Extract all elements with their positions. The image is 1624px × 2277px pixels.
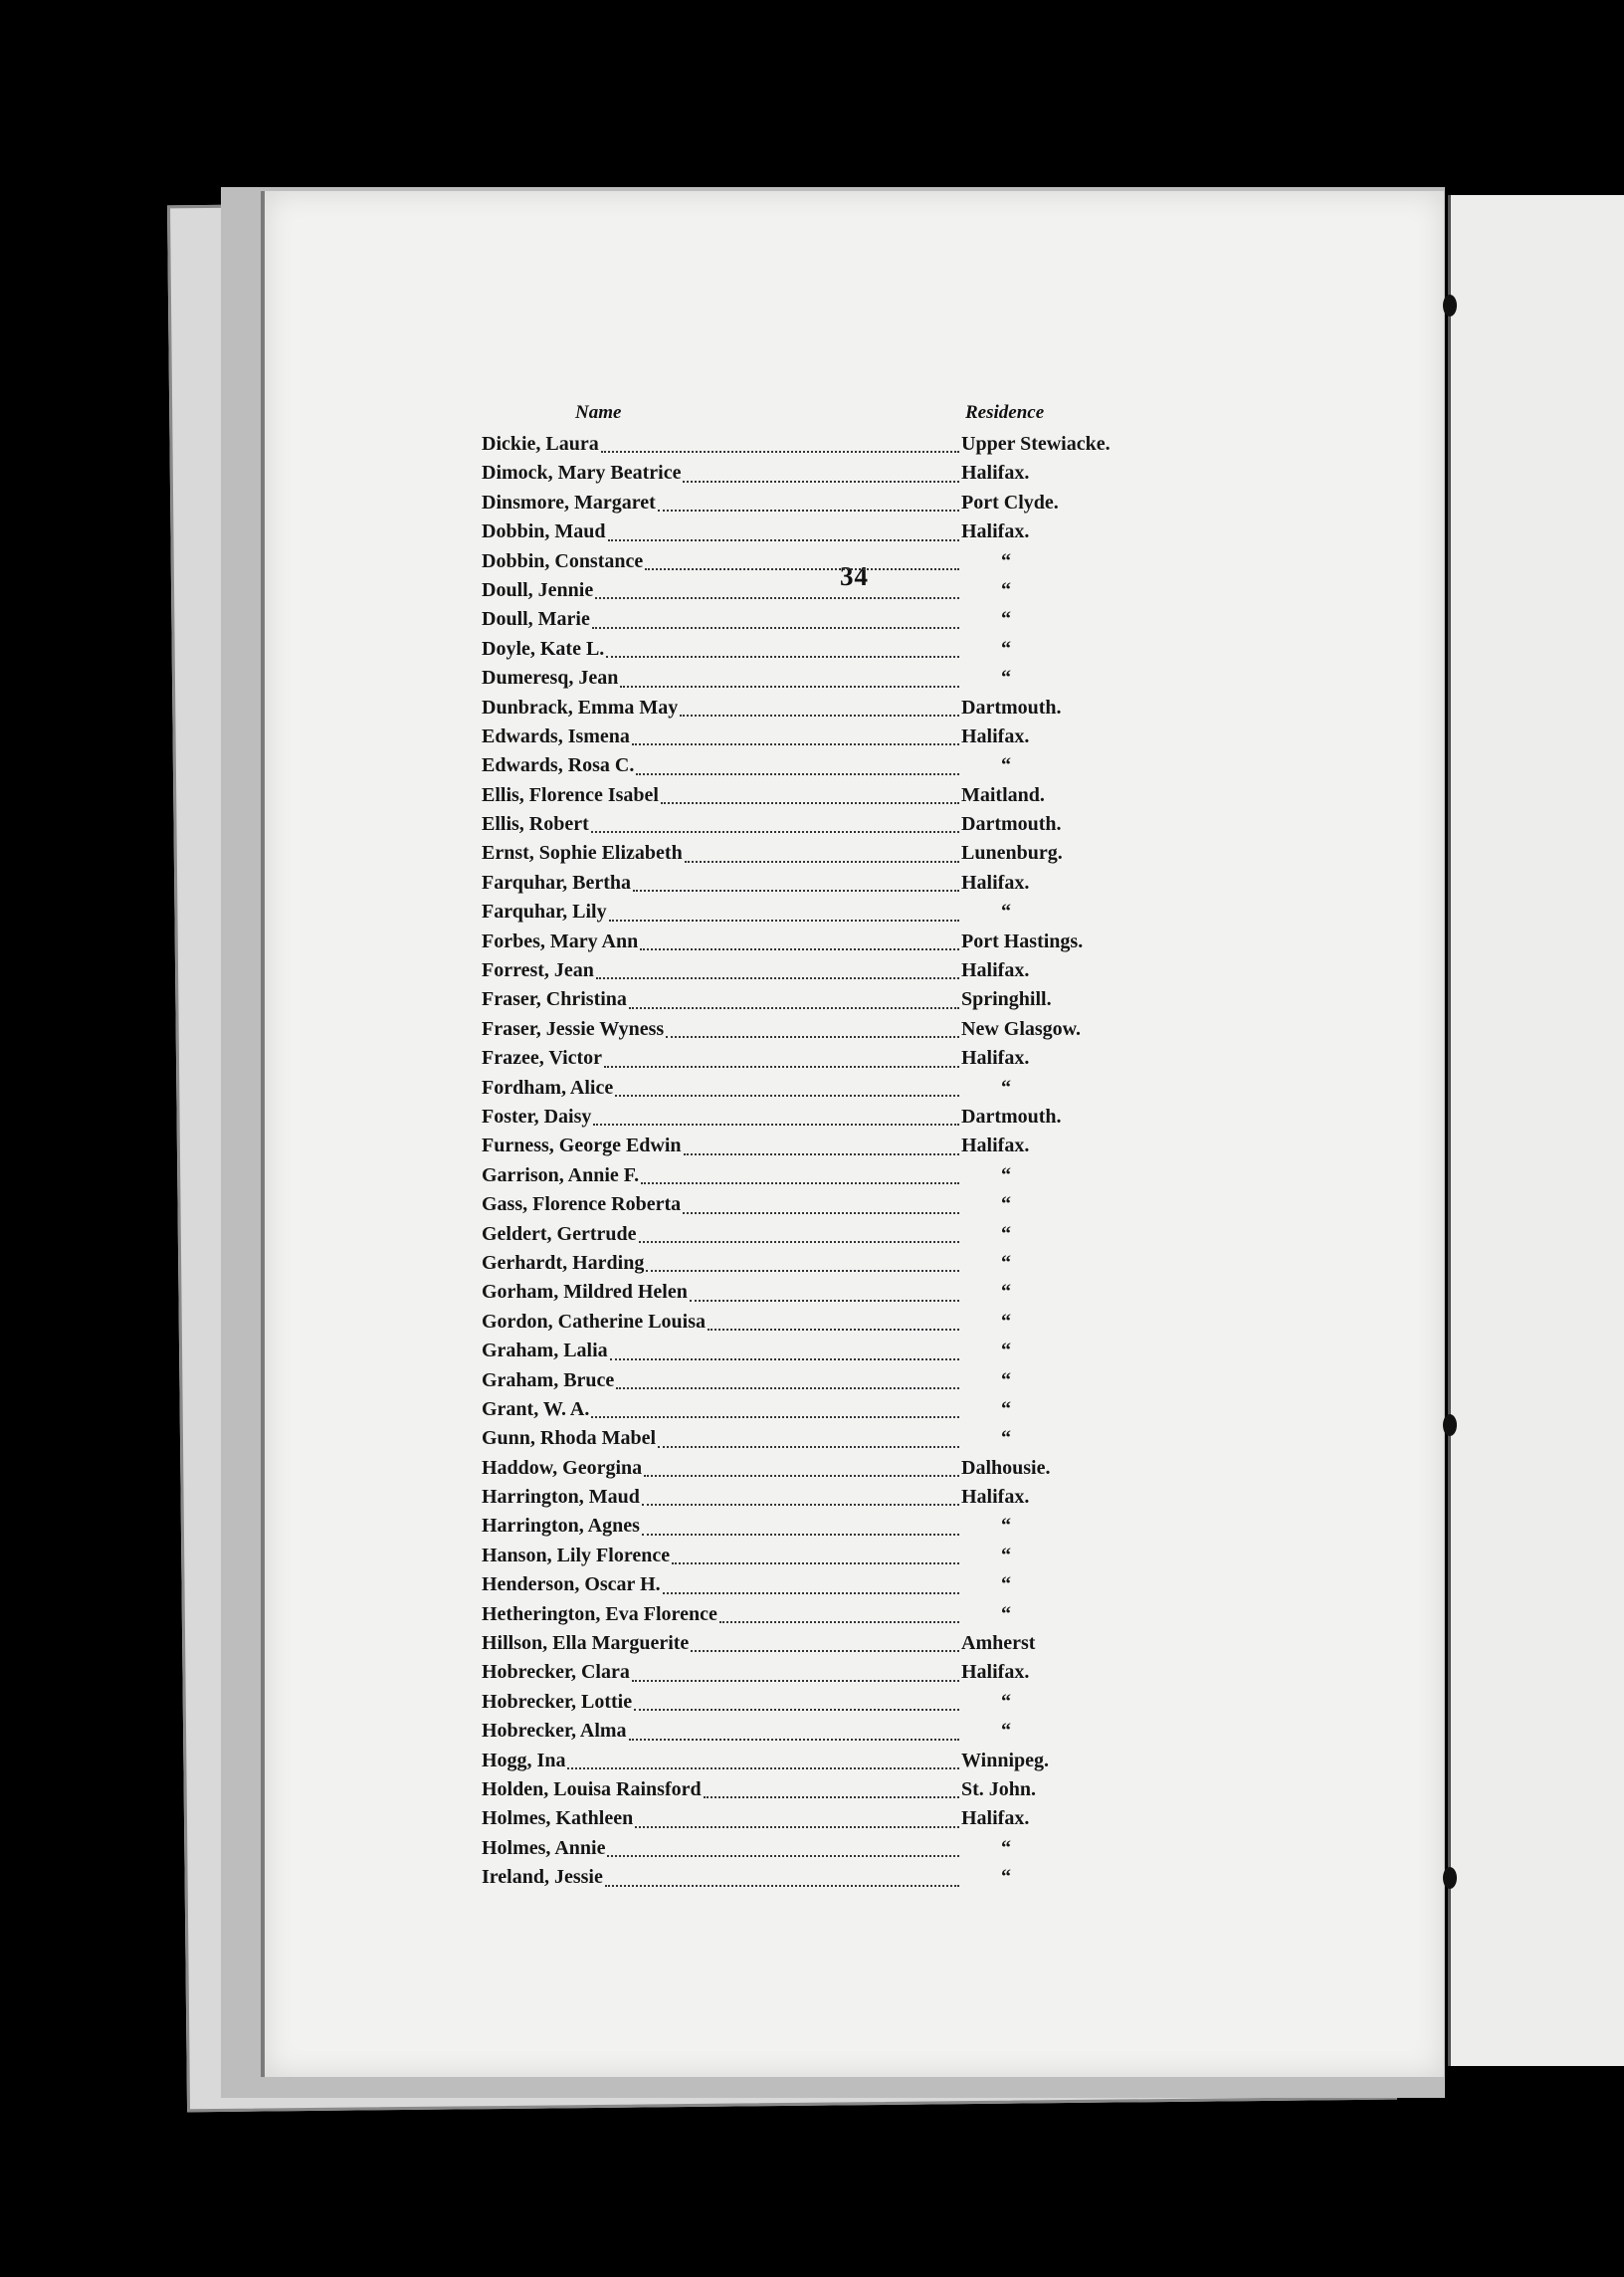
entry-residence: Springhill. [961, 988, 1052, 1011]
entry-name: Hillson, Ella Marguerite [482, 1632, 690, 1655]
list-item [482, 1542, 1198, 1570]
entry-residence: Halifax. [961, 1135, 1030, 1157]
dot-leader [601, 450, 959, 453]
dot-leader [680, 714, 959, 717]
list-item [482, 1512, 1198, 1541]
entry-residence: “ [1001, 1340, 1011, 1362]
entry-name: Dinsmore, Margaret [482, 491, 656, 514]
dot-leader [620, 685, 959, 688]
dot-leader [645, 567, 959, 570]
entry-residence: “ [1001, 1866, 1011, 1889]
list-item [482, 810, 1198, 839]
list-item [482, 956, 1198, 985]
list-item [482, 1132, 1198, 1160]
entry-residence: “ [1001, 608, 1011, 631]
entry-residence: “ [1001, 1076, 1011, 1099]
entry-residence: Halifax. [961, 1486, 1030, 1509]
entry-name: Ernst, Sophie Elizabeth [482, 842, 683, 865]
entry-name: Ellis, Robert [482, 813, 589, 836]
dot-leader [610, 1357, 959, 1360]
list-item [482, 1863, 1198, 1892]
entry-name: Doull, Jennie [482, 578, 594, 601]
list-item [482, 1834, 1198, 1863]
list-item [482, 723, 1198, 751]
entry-residence: Winnipeg. [961, 1749, 1049, 1771]
list-item [482, 576, 1198, 605]
entry-residence: “ [1001, 578, 1011, 601]
entry-residence: Maitland. [961, 783, 1045, 806]
column-header-name: Name [575, 402, 622, 423]
dot-leader [708, 1328, 959, 1331]
dot-leader [658, 509, 959, 512]
dot-leader [683, 480, 959, 483]
list-item [482, 1161, 1198, 1190]
entry-name: Doyle, Kate L. [482, 637, 605, 660]
entry-name: Haddow, Georgina [482, 1456, 643, 1479]
entry-residence: Dartmouth. [961, 813, 1062, 836]
entry-residence: “ [1001, 637, 1011, 660]
dot-leader [663, 1591, 959, 1594]
entry-name: Geldert, Gertrude [482, 1222, 637, 1245]
entry-residence: “ [1001, 1515, 1011, 1538]
entry-name: Forrest, Jean [482, 959, 594, 982]
dot-leader [641, 1181, 959, 1184]
dot-leader [595, 596, 959, 599]
entry-name: Ireland, Jessie [482, 1866, 603, 1889]
entry-name: Ellis, Florence Isabel [482, 783, 659, 806]
entry-name: Harrington, Maud [482, 1486, 640, 1509]
list-item [482, 1424, 1198, 1453]
entry-residence: New Glasgow. [961, 1017, 1081, 1040]
dot-leader [591, 1415, 959, 1418]
entry-name: Gorham, Mildred Helen [482, 1281, 688, 1304]
list-item [482, 1775, 1198, 1804]
entry-name: Dimock, Mary Beatrice [482, 462, 682, 485]
dot-leader [661, 801, 959, 804]
dot-leader [596, 976, 959, 979]
list-item [482, 430, 1198, 459]
entry-residence: “ [1001, 1544, 1011, 1566]
entry-name: Hogg, Ina [482, 1749, 566, 1771]
dot-leader [666, 1035, 959, 1038]
entry-name: Holden, Louisa Rainsford [482, 1777, 702, 1800]
entry-name: Farquhar, Bertha [482, 871, 632, 894]
list-item [482, 1249, 1198, 1278]
entry-residence: Halifax. [961, 462, 1030, 485]
dot-leader [609, 919, 959, 922]
entry-residence: “ [1001, 1836, 1011, 1859]
entry-name: Dobbin, Constance [482, 549, 644, 572]
dot-leader [593, 1123, 959, 1126]
entry-residence: “ [1001, 1163, 1011, 1186]
entry-residence: Halifax. [961, 1047, 1030, 1070]
list-item [482, 1103, 1198, 1132]
entry-residence: Halifax. [961, 959, 1030, 982]
dot-leader [672, 1561, 959, 1564]
list-item [482, 1395, 1198, 1424]
entry-name: Edwards, Ismena [482, 724, 630, 747]
list-item [482, 1688, 1198, 1717]
entry-name: Henderson, Oscar H. [482, 1573, 661, 1596]
dot-leader [607, 1854, 959, 1857]
entry-list [482, 430, 1198, 1893]
dot-leader [629, 1006, 959, 1009]
list-item [482, 1278, 1198, 1307]
dot-leader [592, 626, 959, 629]
binding-stitch [1443, 295, 1457, 316]
list-item [482, 869, 1198, 898]
dot-leader [644, 1474, 959, 1477]
dot-leader [629, 1738, 959, 1741]
dot-leader [684, 1152, 959, 1155]
entry-residence: “ [1001, 1427, 1011, 1450]
dot-leader [616, 1386, 959, 1389]
dot-leader [719, 1620, 959, 1623]
entry-name: Hanson, Lily Florence [482, 1544, 671, 1566]
dot-leader [615, 1094, 959, 1097]
entry-residence: Halifax. [961, 1807, 1030, 1830]
list-item [482, 781, 1198, 810]
entry-residence: Halifax. [961, 520, 1030, 543]
list-item [482, 489, 1198, 518]
entry-residence: Lunenburg. [961, 842, 1063, 865]
entry-residence: Upper Stewiacke. [961, 433, 1111, 455]
list-item [482, 1220, 1198, 1249]
entry-residence: “ [1001, 1222, 1011, 1245]
list-item [482, 547, 1198, 576]
entry-residence: “ [1001, 1310, 1011, 1333]
entry-name: Graham, Lalia [482, 1340, 608, 1362]
entry-name: Frazee, Victor [482, 1047, 603, 1070]
entry-residence: Dartmouth. [961, 696, 1062, 719]
list-item [482, 928, 1198, 956]
list-item [482, 985, 1198, 1014]
entry-name: Hobrecker, Alma [482, 1720, 627, 1743]
list-item [482, 605, 1198, 634]
entry-name: Holmes, Annie [482, 1836, 606, 1859]
entry-name: Graham, Bruce [482, 1368, 615, 1391]
entry-name: Dumeresq, Jean [482, 667, 619, 690]
page-number: 34 [840, 561, 869, 591]
entry-residence: Halifax. [961, 871, 1030, 894]
entry-residence: “ [1001, 901, 1011, 924]
entry-residence: “ [1001, 1397, 1011, 1420]
dot-leader [685, 860, 959, 863]
dot-leader [591, 830, 959, 833]
entry-name: Gass, Florence Roberta [482, 1193, 682, 1216]
dot-leader [632, 742, 959, 745]
dot-leader [634, 1708, 959, 1711]
entry-residence: Dalhousie. [961, 1456, 1051, 1479]
binding-stitch [1443, 1867, 1457, 1889]
dot-leader [639, 1240, 960, 1243]
list-item [482, 518, 1198, 546]
entry-name: Fordham, Alice [482, 1076, 614, 1099]
entry-name: Gunn, Rhoda Mabel [482, 1427, 657, 1450]
list-item [482, 1483, 1198, 1512]
dot-leader [646, 1269, 959, 1272]
binding-stitch [1443, 1414, 1457, 1436]
column-header-residence: Residence [965, 402, 1045, 423]
entry-residence: “ [1001, 1281, 1011, 1304]
entry-name: Garrison, Annie F. [482, 1163, 640, 1186]
dot-leader [605, 1884, 959, 1887]
dot-leader [632, 1679, 959, 1682]
list-item [482, 1629, 1198, 1658]
list-item [482, 839, 1198, 868]
list-item [482, 898, 1198, 927]
entry-residence: Amherst [961, 1632, 1036, 1655]
list-item [482, 1015, 1198, 1044]
entry-residence: “ [1001, 1368, 1011, 1391]
entry-name: Hetherington, Eva Florence [482, 1602, 717, 1625]
entry-name: Doull, Marie [482, 608, 590, 631]
list-item [482, 664, 1198, 693]
dot-leader [690, 1299, 959, 1302]
entry-residence: Halifax. [961, 724, 1030, 747]
entry-name: Dunbrack, Emma May [482, 696, 679, 719]
dot-leader [642, 1503, 959, 1506]
adjacent-page [1448, 195, 1624, 2066]
dot-leader [640, 947, 959, 950]
list-item [482, 1658, 1198, 1687]
list-item [482, 1366, 1198, 1395]
entry-residence: Port Hastings. [961, 930, 1084, 952]
entry-name: Grant, W. A. [482, 1397, 590, 1420]
entry-name: Gordon, Catherine Louisa [482, 1310, 707, 1333]
dot-leader [567, 1766, 959, 1769]
entry-name: Hobrecker, Lottie [482, 1690, 633, 1713]
entry-residence: “ [1001, 1193, 1011, 1216]
list-item [482, 1570, 1198, 1599]
entry-residence: Dartmouth. [961, 1105, 1062, 1128]
entry-residence: “ [1001, 1251, 1011, 1274]
dot-leader [636, 772, 959, 775]
entry-name: Fraser, Christina [482, 988, 627, 1011]
entry-residence: St. John. [961, 1777, 1037, 1800]
entry-residence: “ [1001, 1690, 1011, 1713]
entry-name: Forbes, Mary Ann [482, 930, 639, 952]
entry-residence: “ [1001, 549, 1011, 572]
entry-residence: “ [1001, 1602, 1011, 1625]
list-item [482, 1717, 1198, 1746]
dot-leader [606, 655, 959, 658]
entry-name: Farquhar, Lily [482, 901, 607, 924]
list-item [482, 1190, 1198, 1219]
list-item [482, 1600, 1198, 1629]
dot-leader [642, 1533, 959, 1536]
list-item [482, 635, 1198, 664]
list-item [482, 1337, 1198, 1365]
list-item [482, 1044, 1198, 1073]
dot-leader [608, 538, 960, 541]
entry-residence: Halifax. [961, 1661, 1030, 1684]
entry-name: Dickie, Laura [482, 433, 599, 455]
entry-name: Foster, Daisy [482, 1105, 592, 1128]
entry-residence: “ [1001, 754, 1011, 777]
entry-name: Dobbin, Maud [482, 520, 606, 543]
dot-leader [633, 889, 959, 892]
list-item [482, 459, 1198, 488]
entry-name: Harrington, Agnes [482, 1515, 640, 1538]
list-item [482, 1454, 1198, 1483]
entry-residence: “ [1001, 667, 1011, 690]
entry-name: Holmes, Kathleen [482, 1807, 634, 1830]
dot-leader [704, 1795, 959, 1798]
entry-name: Furness, George Edwin [482, 1135, 682, 1157]
list-item [482, 1074, 1198, 1103]
dot-leader [691, 1649, 959, 1652]
dot-leader [683, 1211, 959, 1214]
dot-leader [635, 1825, 959, 1828]
entry-name: Edwards, Rosa C. [482, 754, 635, 777]
list-item [482, 1308, 1198, 1337]
dot-leader [604, 1065, 959, 1068]
entry-name: Fraser, Jessie Wyness [482, 1017, 665, 1040]
list-item [482, 1804, 1198, 1833]
entry-residence: “ [1001, 1720, 1011, 1743]
entry-residence: “ [1001, 1573, 1011, 1596]
entry-residence: Port Clyde. [961, 491, 1059, 514]
dot-leader [658, 1445, 959, 1448]
list-item [482, 694, 1198, 723]
list-item [482, 1747, 1198, 1775]
entry-name: Gerhardt, Harding [482, 1251, 645, 1274]
list-item [482, 751, 1198, 780]
entry-name: Hobrecker, Clara [482, 1661, 630, 1684]
